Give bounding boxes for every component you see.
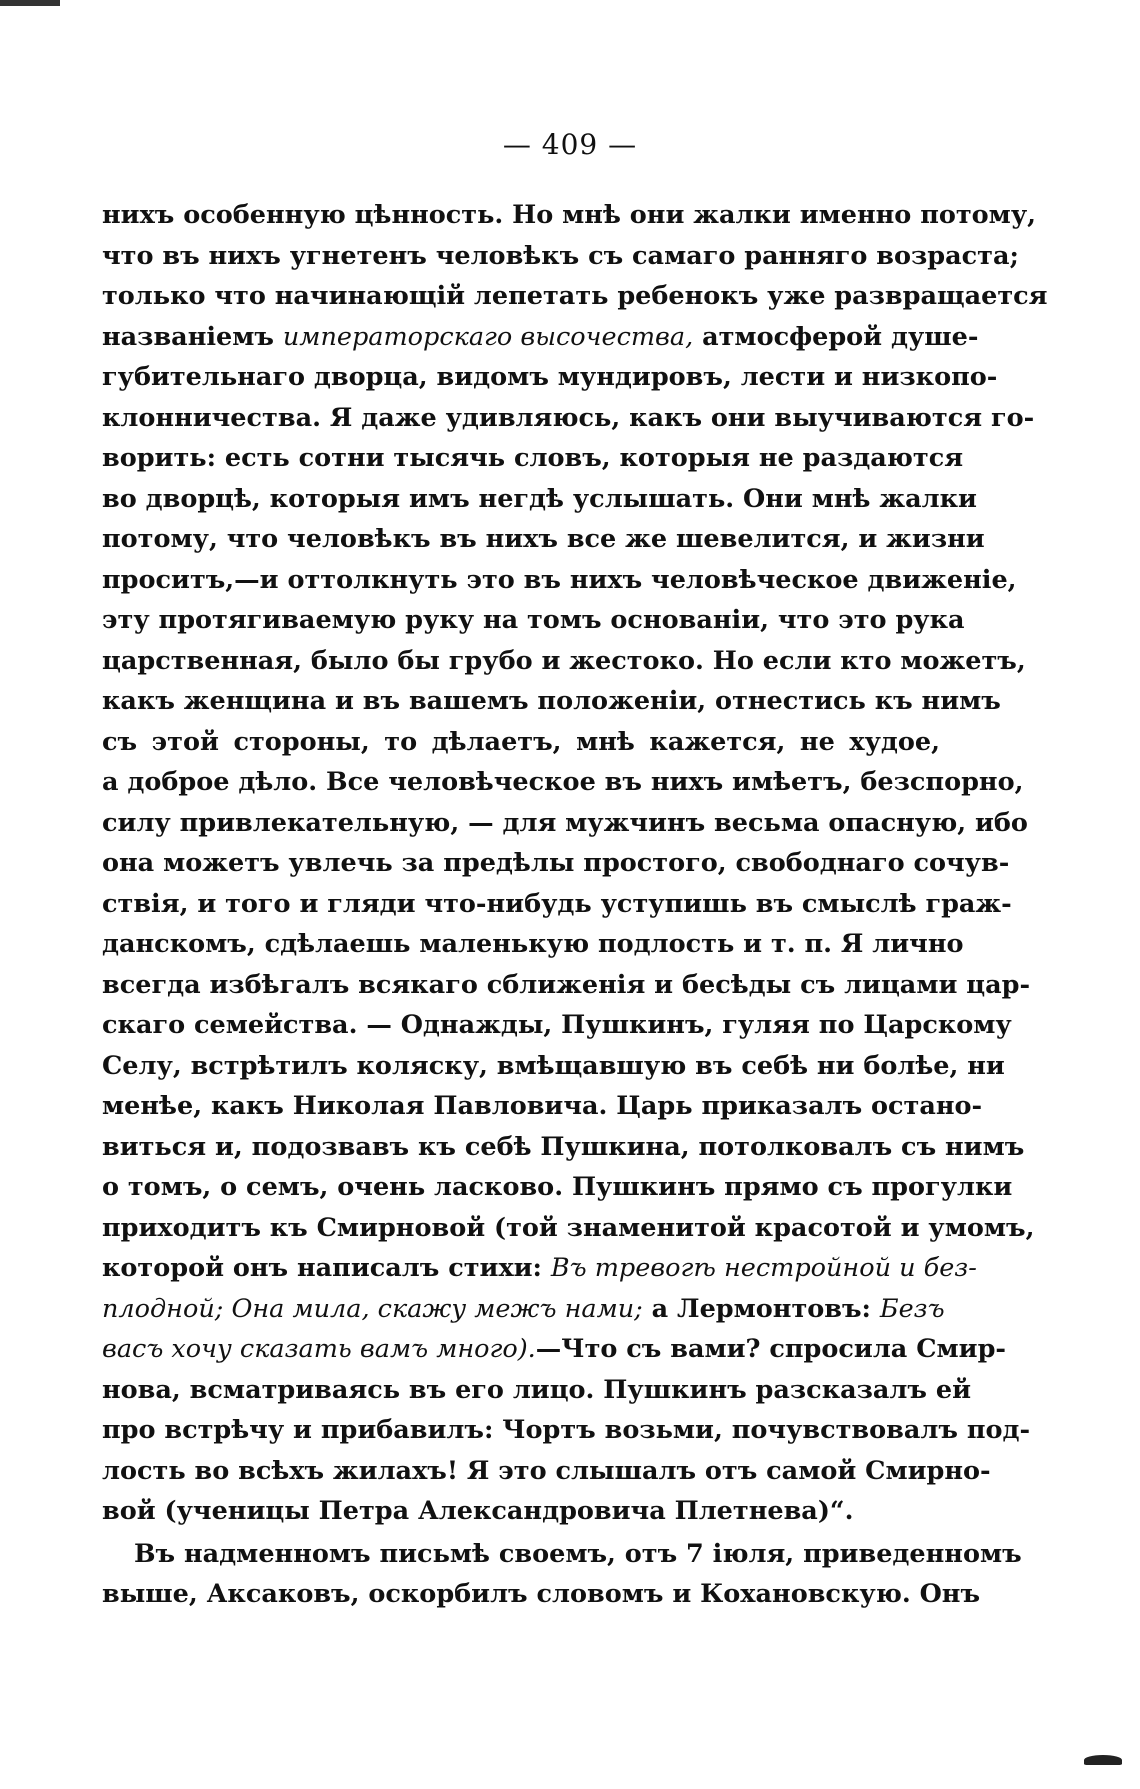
- text-line: она можетъ увлечь за предѣлы простого, свободнаго сочув-: [102, 848, 1010, 878]
- text-segment: атмосферой душе-: [693, 321, 979, 352]
- text-line: вой (ученицы Петра Александровича Плетнева)“.: [102, 1496, 854, 1526]
- text-line: только что начинающій лепетать ребенокъ уже развращается: [102, 281, 1048, 311]
- body-text: [102, 195, 1048, 1615]
- scan-mark: [0, 0, 60, 6]
- text-line: а доброе дѣло. Все человѣческое въ нихъ имѣетъ, безспорно,: [102, 767, 1024, 797]
- text-segment: Въ тревогѣ нестройной и без-: [550, 1253, 977, 1283]
- text-line: данскомъ, сдѣлаешь маленькую подлость и т. п. Я лично: [102, 929, 964, 959]
- text-segment: а Лермонтовъ:: [642, 1293, 880, 1324]
- text-line: эту протягиваемую руку на томъ основаніи, что это рука: [102, 605, 965, 635]
- text-line: скаго семейства. — Однажды, Пушкинъ, гуляя по Царскому: [102, 1010, 1012, 1040]
- paragraph-2: [102, 1534, 1022, 1615]
- text-line: про встрѣчу и прибавилъ: Чортъ возьми, почувствовалъ под-: [102, 1415, 1031, 1445]
- text-line: Селу, встрѣтилъ коляску, вмѣщавшую въ себѣ ни болѣе, ни: [102, 1050, 1005, 1081]
- text-line: губительнаго дворца, видомъ мундировъ, лести и низкопо-: [102, 362, 998, 392]
- text-line: ворить: есть сотни тысячь словъ, которыя не раздаются: [102, 443, 964, 473]
- text-line: нова, всматриваясь въ его лицо. Пушкинъ разсказалъ ей: [102, 1374, 971, 1405]
- text-line: лость во всѣхъ жилахъ! Я это слышалъ отъ самой Смирно-: [102, 1455, 991, 1486]
- text-line: ствія, и того и гляди что-нибудь уступишь въ смыслѣ граж-: [102, 888, 1012, 919]
- text-line: [102, 1329, 1006, 1370]
- text-line: во дворцѣ, которыя имъ негдѣ услышать. Они мнѣ жалки: [102, 483, 977, 514]
- text-line: силу привлекательную, — для мужчинъ весьма опасную, ибо: [102, 807, 1028, 838]
- text-segment: плодной; Она мила, скажу межъ нами;: [102, 1293, 643, 1324]
- text-line: всегда избѣгалъ всякаго сближенія и бесѣды съ лицами цар-: [102, 969, 1031, 1000]
- text-line: клонничества. Я даже удивляюсь, какъ они выучиваются го-: [102, 402, 1035, 433]
- text-segment: —Что съ вами? спросила Смир-: [535, 1334, 1006, 1364]
- text-line: что въ нихъ угнетенъ человѣкъ съ самаго ранняго возраста;: [102, 240, 1019, 271]
- paragraph-1: [102, 195, 1048, 1532]
- text-line: [102, 317, 979, 358]
- text-line: потому, что человѣкъ въ нихъ все же шевелится, и жизни: [102, 524, 985, 554]
- text-segment: императорскаго высочества,: [282, 321, 694, 352]
- text-line: выше, Аксаковъ, оскорбилъ словомъ и Кохановскую. Онъ: [102, 1579, 981, 1609]
- text-line: менѣе, какъ Николая Павловича. Царь приказалъ остано-: [102, 1091, 983, 1121]
- text-line: виться и, подозвавъ къ себѣ Пушкина, потолковалъ съ нимъ: [102, 1131, 1025, 1162]
- text-line: Въ надменномъ письмѣ своемъ, отъ 7 іюля, приведенномъ: [134, 1538, 1022, 1569]
- text-line: нихъ особенную цѣнность. Но мнѣ они жалки именно потому,: [102, 200, 1037, 230]
- text-line: [102, 1289, 945, 1330]
- text-line: проситъ,—и оттолкнуть это въ нихъ человѣческое движеніе,: [102, 564, 1017, 595]
- text-segment: васъ хочу сказать вамъ много).: [102, 1334, 536, 1364]
- text-line: приходитъ къ Смирновой (той знаменитой красотой и умомъ,: [102, 1212, 1035, 1243]
- scan-smudge: [1084, 1755, 1122, 1765]
- text-segment: Безъ: [879, 1293, 945, 1324]
- text-line: царственная, было бы грубо и жестоко. Но если кто можетъ,: [102, 645, 1026, 676]
- text-line: какъ женщина и въ вашемъ положеніи, отнестись къ нимъ: [102, 686, 1001, 716]
- text-segment: которой онъ написалъ стихи:: [102, 1253, 551, 1283]
- text-line: о томъ, о семъ, очень ласково. Пушкинъ прямо съ прогулки: [102, 1172, 1013, 1202]
- text-line: [102, 1248, 977, 1289]
- text-segment: названіемъ: [102, 321, 283, 352]
- text-line: съ этой стороны, то дѣлаетъ, мнѣ кажется, не худое,: [102, 726, 940, 757]
- page-number: — 409 —: [502, 128, 638, 161]
